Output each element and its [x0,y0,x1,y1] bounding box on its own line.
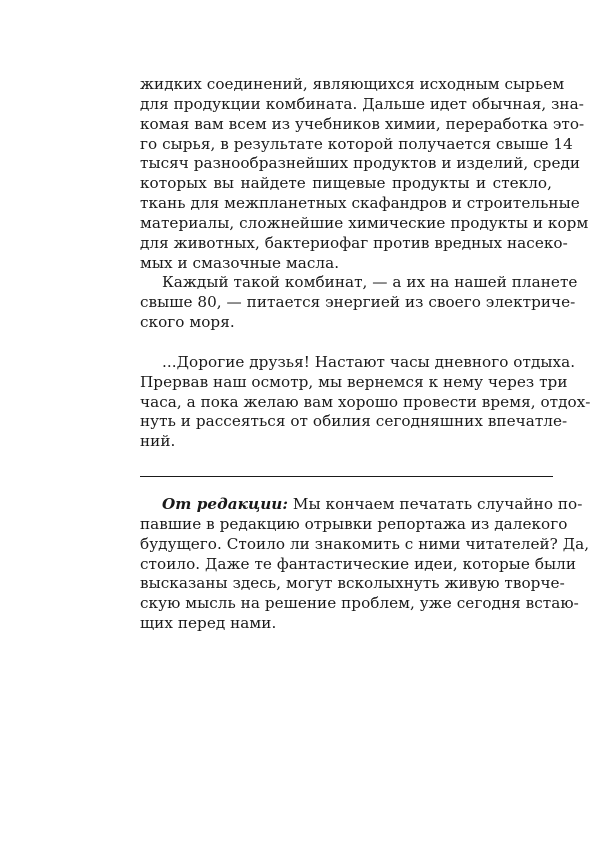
text-line: ...Дорогие друзья! Настают часы дневного отдыха. [162,352,576,371]
editor-note-text: Мы кончаем печатать случайно по- [288,495,583,513]
editor-note-first-line [140,495,583,515]
text-line: Каждый такой комбинат, — а их на нашей планете [162,273,578,292]
text-line: часа, а пока желаю вам хорошо провести время, отдох- [140,392,591,411]
text-line: тысяч разнообразнейших продуктов и изделий, среди [140,154,581,173]
editor-note [140,495,590,634]
text-line: щих перед нами. [140,614,277,633]
text-line: павшие в редакцию отрывки репортажа из далекого [140,514,568,533]
text-line: свыше 80, — питается энергией из своего электриче- [140,293,576,312]
text-line: высказаны здесь, могут всколыхнуть живую творче- [140,574,565,593]
text-line: скую мысль на решение проблем, уже сегодня встаю- [140,594,579,613]
text-line: которых вы найдете пищевые продукты и стекло, [140,174,552,193]
text-line: будущего. Стоило ли знакомить с ними читателей? Да, [140,534,590,553]
text-line: нуть и рассеяться от обилия сегодняшних впечатле- [140,412,568,431]
text-line: ского моря. [140,313,235,332]
text-line: комая вам всем из учебников химии, переработка это- [140,114,585,133]
text-line: стоило. Даже те фантастические идеи, которые были [140,554,577,573]
editor-note-label: От редакции: [162,495,289,513]
article-body [140,75,591,452]
text-line: материалы, сложнейшие химические продукты и корм [140,213,589,232]
text-line: мых и смазочные масла. [140,253,340,272]
text-line: для животных, бактериофаг против вредных насеко- [140,233,568,252]
section-divider [140,476,553,477]
text-line: для продукции комбината. Дальше идет обычная, зна- [140,94,584,113]
text-line: ткань для межпланетных скафандров и строительные [140,194,580,213]
text-line: го сырья, в результате которой получается свыше 14 [140,134,573,153]
paragraph-spacer [140,333,552,353]
text-line: жидких соединений, являющихся исходным сырьем [140,75,565,93]
text-line: ний. [140,432,176,451]
text-line: Прервав наш осмотр, мы вернемся к нему через три [140,372,568,391]
